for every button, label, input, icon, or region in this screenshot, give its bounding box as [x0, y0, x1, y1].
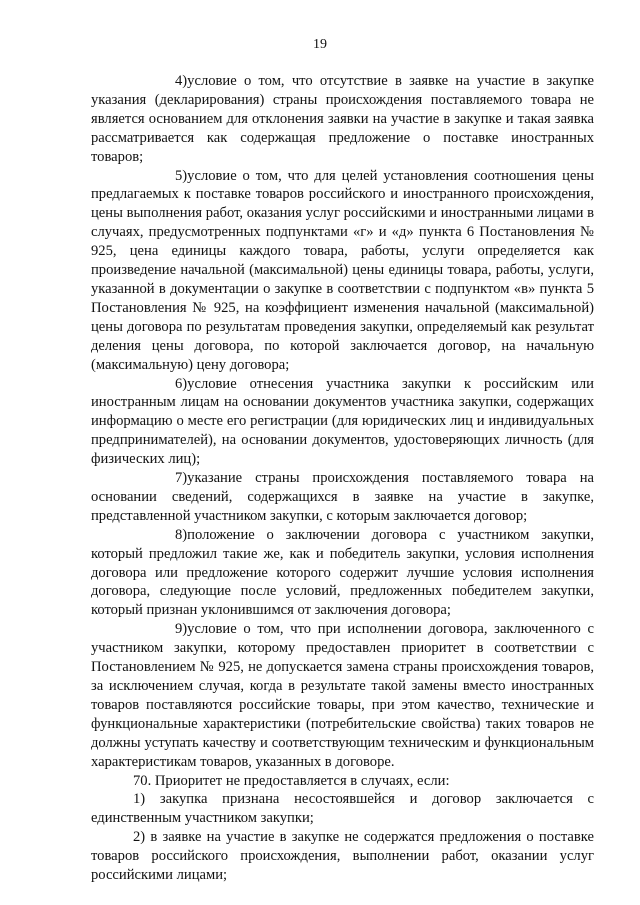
- section-70-heading: 70. Приоритет не предоставляется в случаях, если:: [133, 772, 450, 789]
- item-number: 6): [175, 375, 188, 392]
- item-number: 5): [175, 167, 188, 184]
- item-text: указание страны происхождения поставляемого товара на основании сведений, содержащихся в заявке на участие в закупке, представленной участником закупки, с которым заключается договор;: [91, 470, 594, 524]
- item-number: 9): [175, 621, 188, 638]
- list-item-8: [91, 526, 594, 621]
- item-text: условие о том, что при исполнении договора, заключенного с участником закупки, которому предоставлен приоритет в соответствии с Постановлением № 925, не допускается замена страны происхождения товаров, за исключением случая, когда в результате такой замены вместо иностранных товаров поставляются российские товары, при этом качество, технические и функциональные характеристики (потребительские свойства) таких товаров не должны уступать качеству и соответствующим техническим и функциональным характеристикам товаров, указанных в договоре.: [91, 621, 594, 770]
- list-item-5: [91, 167, 594, 375]
- section-70-item-1: 1) закупка признана несостоявшейся и договор заключается с единственным участником закупки;: [91, 791, 594, 827]
- page-number: 19: [313, 37, 327, 52]
- list-item-9: [91, 620, 594, 771]
- list-item-4: [91, 72, 594, 167]
- item-text: условие о том, что для целей установления соотношения цены предлагаемых к поставке товаров российского и иностранного происхождения, цены выполнения работ, оказания услуг российскими и иностранными лицами в случаях, предусмотренных подпунктами «г» и «д» пункта 6 Постановления № 925, цена единицы каждого товара, работы, услуги определяется как произведение начальной (максимальной) цены единицы товара, работы, услуги, указанной в документации о закупке в соответствии с подпунктом «в» пункта 5 Постановления № 925, на коэффициент изменения начальной (максимальной) цены договора по результатам проведения закупки, определяемый как результат деления цены договора, по которой заключается договор, на начальную (максимальную) цену договора;: [91, 167, 594, 373]
- item-number: 4): [175, 73, 188, 89]
- item-text: условие отнесения участника закупки к российским или иностранным лицам на основании документов участника закупки, содержащих информацию о месте его регистрации (для юридических лиц и индивидуальных предпринимателей), на основании документов, удостоверяющих личность (для физических лиц);: [91, 375, 594, 468]
- list-item-7: [91, 469, 594, 526]
- list-item-6: [91, 375, 594, 470]
- item-text: условие о том, что отсутствие в заявке на участие в закупке указания (декларирования) страны происхождения поставляемого товара не является основанием для отклонения заявки на участие в закупке и такая заявка рассматривается как содержащая предложение о поставке иностранных товаров;: [91, 73, 594, 165]
- item-number: 7): [175, 470, 188, 487]
- section-70-item-2: 2) в заявке на участие в закупке не содержатся предложения о поставке товаров российского происхождения, выполнении работ, оказании услуг российскими лицами;: [91, 829, 594, 884]
- item-text: положение о заключении договора с участником закупки, который предложил такие же, как и победитель закупки, условия исполнения договора или предложение которого содержит лучшие условия исполнения договора, следующие после условий, предложенных победителем закупки, который признан уклонившимся от заключения договора;: [91, 526, 594, 619]
- item-number: 8): [175, 526, 188, 543]
- document-body: [91, 72, 594, 885]
